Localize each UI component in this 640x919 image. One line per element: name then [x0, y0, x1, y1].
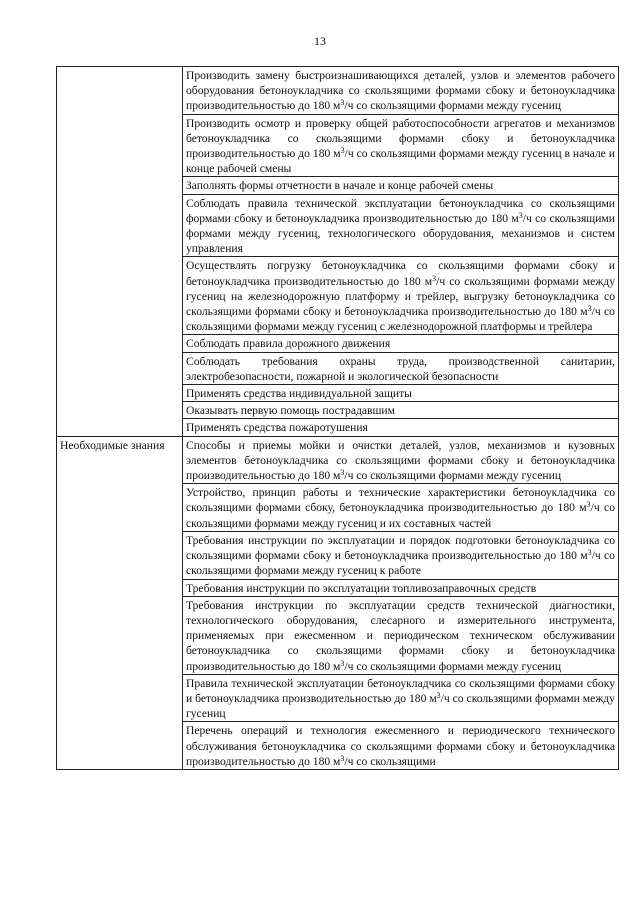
knowledge-item: Требования инструкции по эксплуатации и порядок подготовки бетоноукладчика со скользящими формами сбоку и бетоноукладчика производительностью до 180 $м^3/ч$ со скользящими формами между гусениц к работе: [183, 531, 619, 579]
skills-item: Оказывать первую помощь пострадавшим: [183, 402, 619, 419]
knowledge-item: Правила технической эксплуатации бетоноукладчика со скользящими формами сбоку и бетоноукладчика производительностью до 180 $м^3/ч$ со скользящими формами между гусениц: [183, 674, 619, 722]
skills-item: Производить осмотр и проверку общей работоспособности агрегатов и механизмов бетоноукладчика со скользящими формами сбоку и бетоноукладчика производительностью до 180 $м^3/ч$ со скользящими формами между гусениц в начале и конце рабочей смены: [183, 114, 619, 177]
knowledge-item: Устройство, принцип работы и технические характеристики бетоноукладчика со скользящими формами сбоку, бетоноукладчика производительностью до 180 $м^3/ч$ со скользящими формами между гусениц и их составных частей: [183, 484, 619, 532]
knowledge-item: Перечень операций и технология ежесменного и периодического технического обслуживания бетоноукладчика со скользящими формами сбоку и бетоноукладчика производительностью до 180 $м^3/ч$ со скользящими: [183, 722, 619, 770]
skills-item: Соблюдать правила дорожного движения: [183, 335, 619, 352]
skills-item: Применять средства индивидуальной защиты: [183, 385, 619, 402]
knowledge-item: Требования инструкции по эксплуатации топливозаправочных средств: [183, 579, 619, 596]
skills-item: Заполнять формы отчетности в начале и конце рабочей смены: [183, 177, 619, 194]
skills-item: Соблюдать правила технической эксплуатации бетоноукладчика со скользящими формами сбоку и бетоноукладчика производительностью до 180 $м^3/ч$ со скользящими формами между гусениц, технологического оборудования, механизмов и систем управления: [183, 194, 619, 257]
section-label-knowledge: Необходимые знания: [57, 436, 183, 769]
page-number: 13: [314, 34, 326, 48]
table-row: [57, 67, 619, 115]
skills-item: Производить замену быстроизнашивающихся деталей, узлов и элементов рабочего оборудования бетоноукладчика со скользящими формами сбоку и бетоноукладчика производительностью до 180 $м^3/ч$ со скользящими формами между гусениц: [183, 67, 619, 115]
skills-item: Соблюдать требования охраны труда, производственной санитарии, электробезопасности, пожарной и экологической безопасности: [183, 352, 619, 384]
table-row: [57, 436, 619, 484]
skills-item: Применять средства пожаротушения: [183, 419, 619, 436]
competency-table: [56, 66, 619, 770]
skills-item: Осуществлять погрузку бетоноукладчика со скользящими формами сбоку и бетоноукладчика производительностью до 180 $м^3/ч$ со скользящими формами между гусениц на железнодорожную платформу и трейлер, выгрузку бетоноукладчика со скользящими формами сбоку и бетоноукладчика производительностью до 180 $м^3/ч$ со скользящими формами между гусениц с железнодорожной платформы и трейлера: [183, 257, 619, 335]
section-label-skills: [57, 67, 183, 437]
knowledge-item: Требования инструкции по эксплуатации средств технической диагностики, технологического оборудования, слесарного и измерительного инструмента, применяемых при ежесменном и периодическом техническом обслуживании бетоноукладчика со скользящими формами сбоку и бетоноукладчика производительностью до 180 $м^3/ч$ со скользящими формами между гусениц: [183, 596, 619, 674]
knowledge-item: Способы и приемы мойки и очистки деталей, узлов, механизмов и кузовных элементов бетоноукладчика со скользящими формами сбоку и бетоноукладчика производительностью до 180 $м^3/ч$ со скользящими формами между гусениц: [183, 436, 619, 484]
